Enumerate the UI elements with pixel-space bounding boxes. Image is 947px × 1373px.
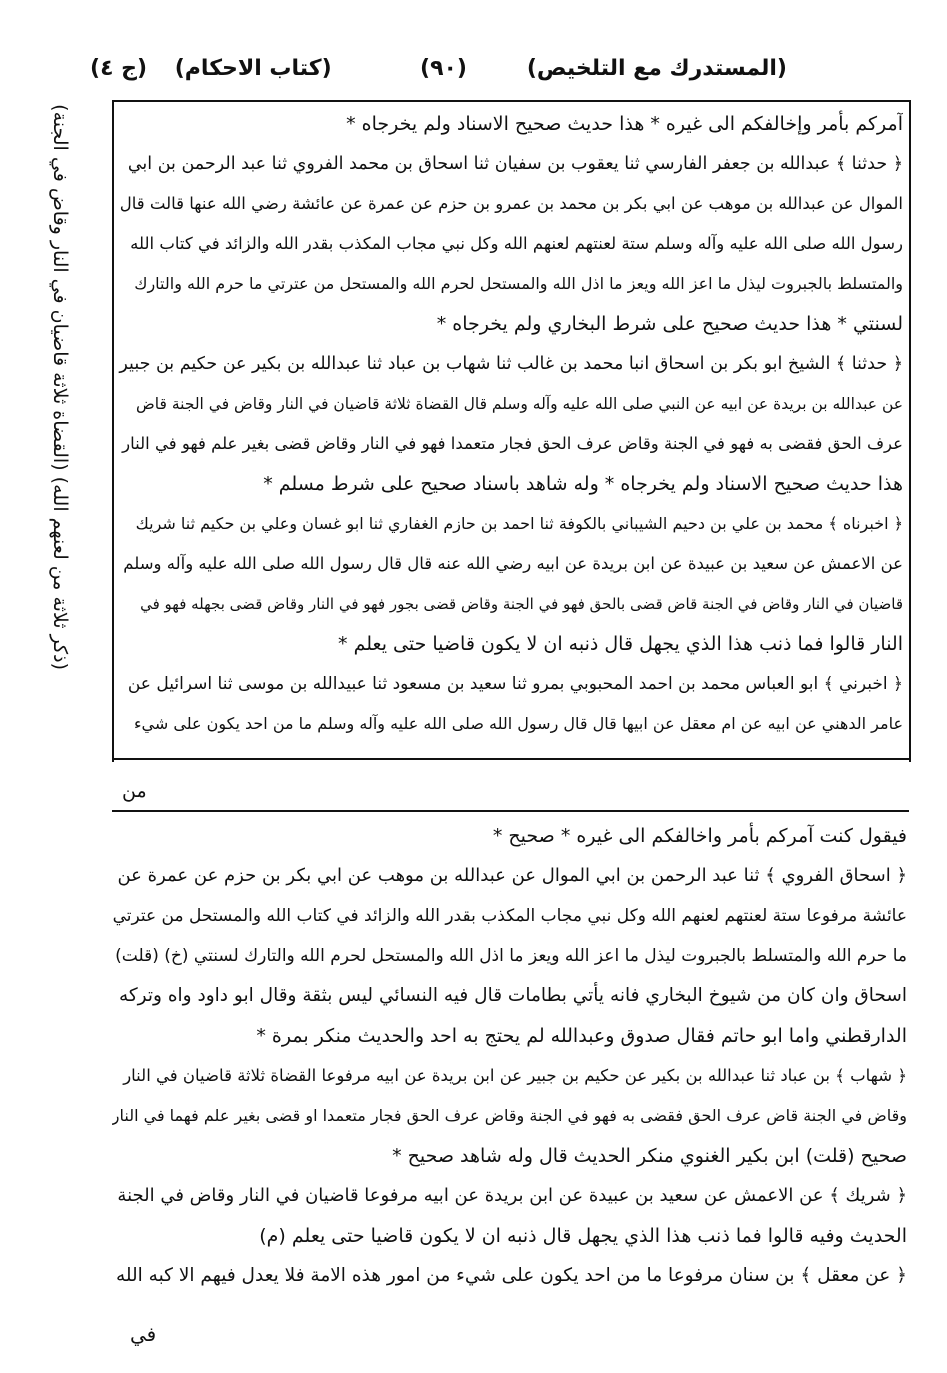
section-title: (كتاب الاحكام) [174, 56, 332, 81]
page-number: (٩٠) [420, 56, 467, 81]
catchword-lower: في [130, 1322, 157, 1346]
text-line: عن الاعمش عن سعيد بن عبيدة عن ابن بريدة عن ابيه رضي الله عنه قال قال رسول الله صلى الله عليه وآله وسلم [123, 554, 903, 573]
text-line: ﴿ شريك ﴾ عن الاعمش عن سعيد بن عبيدة عن ابن بريدة عن ابيه مرفوعا قاضيان في النار وقاض في الجنة [117, 1185, 907, 1206]
text-line: رسول الله صلى الله عليه وآله وسلم ستة لعنتهم لعنهم الله وكل نبي مجاب المكذب بقدر الله والزائد في كتاب الله [130, 234, 903, 253]
catchword-upper: من [122, 780, 147, 802]
commentary-text [112, 816, 907, 1296]
text-line: ما حرم الله والمتسلط بالجبروت ليذل ما اعز الله ويعز ما اذل الله والمستحل لحرم الله والتارك لسنتي (خ) (قلت) [115, 946, 907, 966]
text-line: ﴿ حدثنا ﴾ الشيخ ابو بكر بن اسحاق انبا محمد بن غالب ثنا شهاب بن عباد ثنا عبدالله بن بكير عن حكيم بن جبير [119, 354, 903, 374]
text-line: عائشة مرفوعا ستة لعنتهم لعنهم الله وكل نبي مجاب المكذب بقدر الله والزائد في كتاب الله والمستحل من عترتي [112, 906, 907, 926]
marginal-note-text: (ذكر ثلاثة من لعنهم الله) (القضاة ثلاثة قاضيان في النار وقاض في الجنة) [49, 104, 71, 670]
text-line: النار قالوا فما ذنب هذا الذي يجهل قال ذنبه ان لا يكون قاضيا حتى يعلم * [338, 633, 903, 655]
volume-number: (ج ٤) [90, 56, 148, 81]
section-title-block [70, 56, 332, 100]
text-line: هذا حديث صحيح الاسناد ولم يخرجاه * وله شاهد باسناد صحيح على شرط مسلم * [263, 473, 903, 495]
text-line: ﴿ حدثنا ﴾ عبدالله بن جعفر الفارسي ثنا يعقوب بن سفيان ثنا اسحاق بن محمد الفروي ثنا عبد الرحمن بن ابي [127, 154, 903, 174]
text-line: ﴿ عن معقل ﴾ بن سنان مرفوعا ما من احد يكون على شيء من امور هذه الامة فلا يعدل فيهم الا كبه الله [115, 1265, 907, 1286]
text-line: الدارقطني واما ابو حاتم فقال صدوق وعبدالله لم يحتج به احد والحديث منكر بمرة * [256, 1025, 907, 1047]
text-line: فيقول كنت آمركم بأمر واخالفكم الى غيره * صحيح * [492, 825, 907, 847]
text-line: صحيح (قلت) ابن بكير الغنوي منكر الحديث قال وله شاهد صحيح * [392, 1145, 907, 1167]
text-line: لسنتي * هذا حديث صحيح على شرط البخاري ولم يخرجاه * [436, 313, 903, 335]
main-text [118, 104, 903, 744]
commentary-separator-rule [112, 810, 909, 812]
text-line: الموال عن عبدالله بن موهب عن ابي بكر بن محمد بن عمرو بن حزم عن عمرة عن عائشة رضي الله عنها قالت قال [119, 194, 903, 213]
running-title: (المستدرك مع التلخيص) [526, 56, 787, 81]
text-line: عن عبدالله بن بريدة عن ابيه عن النبي صلى الله عليه وآله وسلم قال القضاة ثلاثة قاضيان في النار وقاض في الجنة قاض [136, 395, 903, 413]
text-line: قاضيان في النار وقاض في الجنة قاض قضى بالحق فهو في الجنة وقاض قضى بجور فهو في النار وقاض قضى بجهله فهو في [140, 595, 903, 613]
text-line: ﴿ اخبرني ﴾ ابو العباس محمد بن احمد المحبوبي بمرو ثنا سعيد بن مسعود ثنا عبيدالله بن موسى ثنا اسرائيل عن [127, 674, 903, 694]
text-line: وقاض في الجنة قاض عرف الحق فقضى به فهو في الجنة وقاض عرف الحق فجار متعمدا او قضى بغير علم فهما في النار [112, 1106, 907, 1125]
text-line: اسحاق وان كان من شيوخ البخاري فانه يأتي بطامات قال فيه النسائي ليس بثقة وقال ابو داود واه وتركه [118, 985, 907, 1006]
frame-bottom-rule [112, 758, 909, 760]
text-line: ﴿ شهاب ﴾ بن عباد ثنا عبدالله بن بكير عن حكيم بن جبير عن ابن بريدة عن ابيه مرفوعا القضاة ثلاثة قاضيان في النار [123, 1066, 907, 1085]
text-line: عرف الحق فقضى به فهو في الجنة وقاض عرف الحق فجار متعمدا فهو في النار وقاض قضى بغير علم فهو في النار [122, 434, 903, 453]
text-line: ﴿ اخبرناه ﴾ محمد بن علي بن دحيم الشيباني بالكوفة ثنا احمد بن حازم الغفاري ثنا ابو غسان وعلي بن حكيم ثنا شريك [135, 514, 903, 533]
marginal-note [38, 104, 82, 670]
text-line: عامر الدهني عن ابيه عن ام معقل عن ابيها قال قال رسول الله صلى الله عليه وآله وسلم ما من احد يكون على شيء [134, 714, 903, 733]
text-line: ﴿ اسحاق الفروي ﴾ ثنا عبد الرحمن بن ابي الموال عن عبدالله بن موهب عن ابي بكر بن حزم عن عمرة عن [117, 865, 907, 886]
text-line: آمركم بأمر وإخالفكم الى غيره * هذا حديث صحيح الاسناد ولم يخرجاه * [346, 113, 903, 135]
text-line: الحديث وفيه قالوا فما ذنب هذا الذي يجهل قال ذنبه ان لا يكون قاضيا حتى يعلم (م) [259, 1225, 907, 1247]
text-line: والمتسلط بالجبروت ليذل ما اعز الله ويعز ما اذل الله والمستحل لحرم الله والمستحل من عترتي ما حرم الله والتارك [134, 274, 903, 293]
